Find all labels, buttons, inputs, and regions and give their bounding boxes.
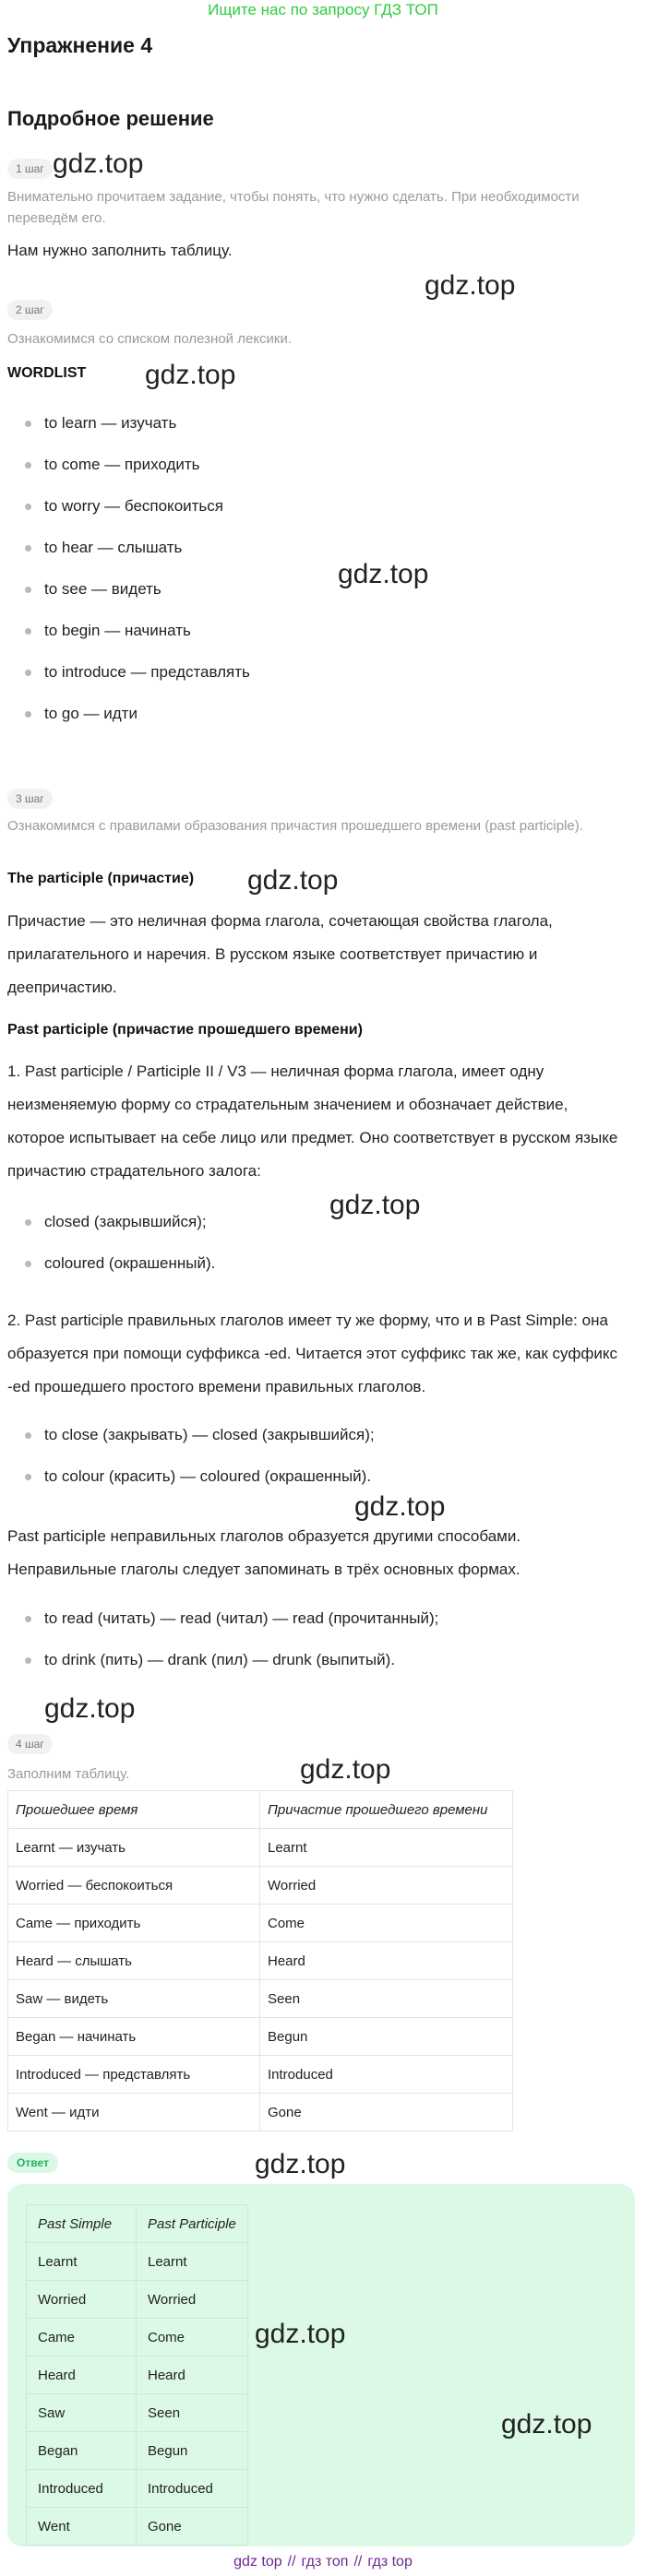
participle-heading: The participle (причастие) [7, 871, 195, 886]
table-row [27, 2470, 248, 2508]
table-row [8, 2056, 513, 2094]
watermark: gdz.top [338, 559, 429, 589]
list-item: to drink (пить) — drank (пил) — drunk (выпитый). [7, 1639, 616, 1680]
irregular-verbs-rule: Past participle неправильных глаголов образуется другими способами. Неправильные глаголы следует запоминать в трёх основных формах. [7, 1527, 521, 1578]
watermark: gdz.top [44, 1693, 136, 1724]
table-row [8, 1980, 513, 2018]
table-cell: Introduced [137, 2470, 248, 2508]
table-cell: Heard [137, 2356, 248, 2394]
list-item: to read (читать) — read (читал) — read (прочитанный); [7, 1597, 616, 1639]
table-cell: Introduced — представлять [8, 2056, 260, 2094]
wordlist [7, 402, 616, 734]
table-cell: Saw — видеть [8, 1980, 260, 2018]
table-cell: Heard [260, 1942, 513, 1980]
answer-label: Ответ [7, 2153, 58, 2173]
table-cell: Seen [260, 1980, 513, 2018]
page-title: Упражнение 4 [7, 33, 153, 57]
watermark: gdz.top [255, 2149, 346, 2179]
step-1-text: Нам нужно заполнить таблицу. [7, 242, 233, 259]
table-cell: Worried — беспокоиться [8, 1867, 260, 1905]
top-banner[interactable]: Ищите нас по запросу ГДЗ ТОП [208, 1, 438, 18]
footer-link[interactable]: гдз top [367, 2554, 413, 2570]
table-cell: Introduced [260, 2056, 513, 2094]
answer-table [26, 2204, 248, 2546]
watermark: gdz.top [354, 1491, 446, 1522]
list-item: to go — идти [7, 693, 616, 734]
watermark: gdz.top [425, 270, 516, 301]
table-cell: Began [27, 2432, 137, 2470]
table-row [27, 2319, 248, 2356]
wordlist-heading: WORDLIST [7, 365, 87, 381]
watermark: gdz.top [329, 1190, 421, 1220]
table-cell: Came — приходить [8, 1905, 260, 1942]
table-cell: Learnt [137, 2243, 248, 2281]
table-row [8, 2094, 513, 2131]
watermark: gdz.top [501, 2409, 592, 2439]
table-header: Past Participle [137, 2205, 248, 2243]
table-header: Причастие прошедшего времени [260, 1791, 513, 1829]
table-row [27, 2281, 248, 2319]
table-header: Past Simple [27, 2205, 137, 2243]
table-cell: Introduced [27, 2470, 137, 2508]
table-row [8, 1829, 513, 1867]
step-1-badge: 1 шаг [7, 159, 53, 179]
table-cell: Went [27, 2508, 137, 2546]
watermark: gdz.top [145, 360, 236, 390]
table-cell: Worried [137, 2281, 248, 2319]
table-cell: Heard — слышать [8, 1942, 260, 1980]
list-item: to begin — начинать [7, 610, 616, 651]
list-item: to come — приходить [7, 444, 616, 485]
step-3-hint: Ознакомимся с правилами образования причастия прошедшего времени (past participle). [7, 818, 583, 834]
example-list-2 [7, 1414, 616, 1497]
example-list-3 [7, 1597, 616, 1680]
table-row [27, 2356, 248, 2394]
watermark: gdz.top [255, 2319, 346, 2349]
footer-link[interactable]: гдз топ [301, 2554, 349, 2570]
past-participle-table [7, 1790, 513, 2131]
list-item: to introduce — представлять [7, 651, 616, 693]
list-item: to see — видеть [7, 568, 616, 610]
watermark: gdz.top [300, 1754, 391, 1785]
step-4-hint: Заполним таблицу. [7, 1766, 130, 1782]
footer-separator: // [287, 2554, 296, 2570]
table-cell: Heard [27, 2356, 137, 2394]
table-row [27, 2432, 248, 2470]
step-1-hint: Внимательно прочитаем задание, чтобы понять, что нужно сделать. При необходимости переведём его. [7, 189, 580, 226]
example-list-1 [7, 1201, 616, 1284]
list-item: to colour (красить) — coloured (окрашенный). [7, 1455, 616, 1497]
table-cell: Saw [27, 2394, 137, 2432]
list-item: coloured (окрашенный). [7, 1242, 616, 1284]
table-row [8, 1867, 513, 1905]
table-row [8, 1942, 513, 1980]
list-item: closed (закрывшийся); [7, 1201, 616, 1242]
table-cell: Begun [260, 2018, 513, 2056]
solution-heading: Подробное решение [7, 107, 214, 130]
table-row [8, 2018, 513, 2056]
table-cell: Went — идти [8, 2094, 260, 2131]
table-cell: Come [137, 2319, 248, 2356]
table-cell: Learnt [27, 2243, 137, 2281]
table-cell: Seen [137, 2394, 248, 2432]
table-cell: Worried [260, 1867, 513, 1905]
table-cell: Gone [137, 2508, 248, 2546]
table-header-row [8, 1791, 513, 1829]
table-cell: Learnt [260, 1829, 513, 1867]
table-cell: Began — начинать [8, 2018, 260, 2056]
past-participle-rule-2: 2. Past participle правильных глаголов имеет ту же форму, что и в Past Simple: она образуется при помощи суффикса -ed. Читается этот суффикс так же, как суффикс -ed прошедшего простого времени правильных глаголов. [7, 1312, 617, 1395]
step-4-badge: 4 шаг [7, 1734, 53, 1754]
table-row [27, 2243, 248, 2281]
table-header-row [27, 2205, 248, 2243]
participle-definition: Причастие — это неличная форма глагола, сочетающая свойства глагола, прилагательного и наречия. В русском языке соответствует причастию и деепричастию. [7, 912, 553, 996]
step-3-badge: 3 шаг [7, 789, 53, 809]
past-participle-heading: Past participle (причастие прошедшего времени) [7, 1022, 363, 1038]
table-cell: Come [260, 1905, 513, 1942]
table-cell: Begun [137, 2432, 248, 2470]
footer-links [0, 2552, 646, 2572]
footer-link[interactable]: gdz top [233, 2554, 282, 2570]
table-row [27, 2394, 248, 2432]
list-item: to worry — беспокоиться [7, 485, 616, 527]
list-item: to learn — изучать [7, 402, 616, 444]
table-row [27, 2508, 248, 2546]
step-2-hint: Ознакомимся со списком полезной лексики. [7, 331, 293, 347]
list-item: to hear — слышать [7, 527, 616, 568]
table-cell: Worried [27, 2281, 137, 2319]
table-row [8, 1905, 513, 1942]
list-item: to close (закрывать) — closed (закрывшийся); [7, 1414, 616, 1455]
watermark: gdz.top [247, 865, 339, 896]
footer-separator: // [353, 2554, 363, 2570]
table-cell: Gone [260, 2094, 513, 2131]
table-cell: Came [27, 2319, 137, 2356]
watermark: gdz.top [53, 148, 144, 179]
table-cell: Learnt — изучать [8, 1829, 260, 1867]
table-header: Прошедшее время [8, 1791, 260, 1829]
past-participle-rule-1: 1. Past participle / Participle II / V3 — неличная форма глагола, имеет одну неизменяемую форму со страдательным значением и обозначает действие, которое испытывает на себе лицо или предмет. Оно соответствует в русском языке причастию страдательного залога: [7, 1062, 618, 1180]
step-2-badge: 2 шаг [7, 300, 53, 320]
